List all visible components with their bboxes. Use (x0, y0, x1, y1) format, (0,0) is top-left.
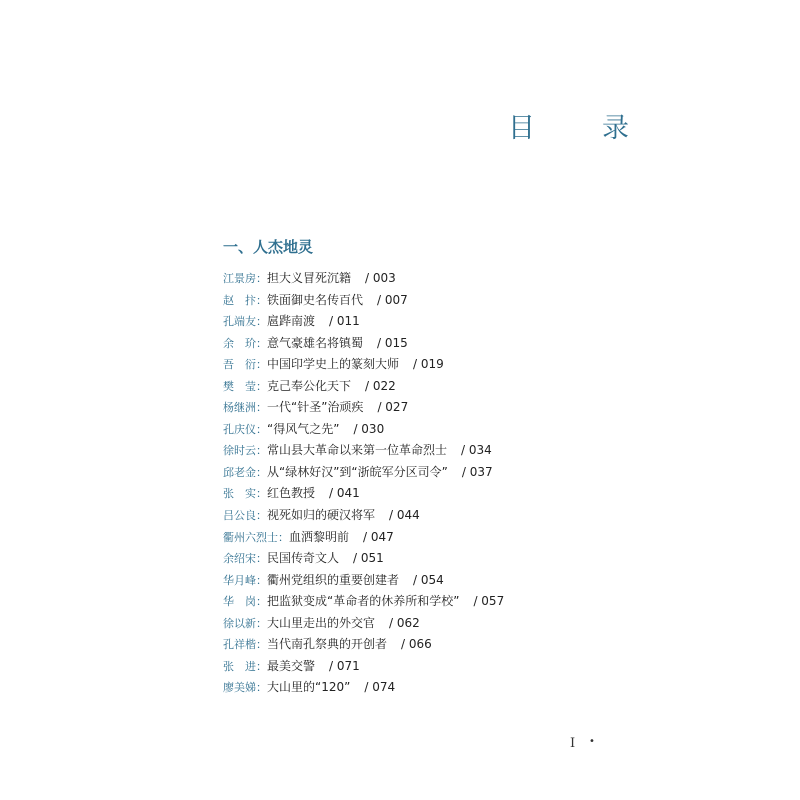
toc-entry-page: / 062 (389, 615, 420, 630)
toc-entry-page: / 071 (329, 658, 360, 673)
toc-entry (223, 268, 504, 290)
toc-entry (223, 613, 504, 635)
toc-entry-title: 大山里的“120” (267, 680, 351, 695)
toc-entry (223, 505, 504, 527)
page-number: I (570, 736, 576, 751)
toc-entry-page: / 041 (329, 486, 360, 501)
toc-entry-page: / 027 (377, 400, 409, 415)
toc-entry-person: 孔端友： (223, 315, 267, 329)
toc-entry-title: 最美交警 (267, 658, 316, 673)
toc-entry-page: / 057 (473, 594, 505, 609)
toc-entry-page: / 007 (377, 292, 408, 307)
toc-entry-page: / 022 (365, 378, 396, 393)
toc-entry-person: 吕公良： (223, 509, 267, 523)
toc-entry-person: 衢州六烈士： (223, 530, 289, 544)
toc-entry-title: 衢州党组织的重要创建者 (267, 572, 400, 587)
toc-entry-page: / 030 (353, 421, 385, 436)
toc-entry-title: 视死如归的硬汉将军 (267, 508, 376, 523)
toc-entry (223, 376, 504, 398)
toc-entry-person: 徐时云： (223, 444, 267, 458)
toc-entry (223, 354, 504, 376)
toc-entry-person: 孔祥楷： (223, 638, 267, 652)
toc-entry (223, 419, 504, 441)
toc-entry-title: 民国传奇文人 (267, 551, 340, 566)
toc-entry-person: 余 玠： (223, 336, 267, 350)
toc-entry (223, 527, 504, 549)
toc-entry-person: 邱老金： (223, 465, 267, 479)
toc-entry-person: 徐以新： (223, 616, 267, 630)
toc-entry (223, 397, 504, 419)
toc-entry-title: 担大义冒死沉籍 (267, 271, 352, 285)
toc-entry-title: 克己奉公化天下 (267, 378, 352, 393)
toc-entry-person: 廖美娣： (223, 681, 267, 695)
toc-entry (223, 634, 504, 656)
toc-entry-person: 张 实： (223, 487, 267, 501)
toc-entry (223, 440, 504, 462)
toc-entry (223, 677, 504, 699)
toc-entry-title: 扈跸南渡 (267, 314, 316, 329)
toc-entry-page: / 047 (363, 529, 394, 544)
toc-entry-page: / 054 (413, 572, 444, 587)
toc-entry-page: / 037 (461, 464, 493, 479)
section-heading: 一、人杰地灵 (223, 238, 314, 256)
toc-entry-page: / 034 (461, 443, 492, 458)
toc-entry-page: / 066 (401, 637, 432, 652)
toc-entry-title: 一代“针圣”治顽疾 (267, 400, 364, 415)
toc-entry (223, 290, 504, 312)
toc-entry-title: 血洒黎明前 (289, 529, 350, 544)
toc-entry-person: 华 岗： (223, 595, 267, 609)
table-of-contents (223, 268, 504, 699)
toc-entry-title: 从“绿林好汉”到“浙皖军分区司令” (267, 464, 448, 479)
toc-entry-person: 杨继洲： (223, 401, 267, 415)
toc-entry-title: “得风气之先” (267, 421, 340, 436)
toc-entry-person: 吾 衍： (223, 358, 267, 372)
toc-entry (223, 333, 504, 355)
toc-entry-person: 赵 抃： (223, 293, 267, 307)
toc-entry-title: 把监狱变成“革命者的休养所和学校” (267, 594, 460, 609)
toc-entry-page: / 003 (365, 271, 396, 285)
toc-entry (223, 548, 504, 570)
toc-entry (223, 656, 504, 678)
page-title: 目 录 (508, 113, 649, 144)
toc-entry-page: / 074 (364, 680, 396, 695)
toc-entry-page: / 019 (413, 357, 444, 372)
toc-entry-title: 大山里走出的外交官 (267, 615, 376, 630)
toc-entry-person: 江景房： (223, 272, 267, 285)
toc-entry-title: 常山县大革命以来第一位革命烈士 (267, 443, 448, 458)
toc-entry-page: / 015 (377, 335, 408, 350)
toc-entry-page: / 044 (389, 508, 420, 523)
toc-entry-title: 当代南孔祭典的开创者 (267, 637, 388, 652)
toc-entry-person: 孔庆仪： (223, 422, 267, 436)
toc-entry-person: 张 进： (223, 659, 267, 673)
toc-entry (223, 483, 504, 505)
toc-entry (223, 311, 504, 333)
toc-entry (223, 570, 504, 592)
toc-entry-person: 余绍宋： (223, 552, 267, 566)
toc-entry-title: 红色教授 (267, 486, 316, 501)
toc-entry-page: / 051 (353, 551, 384, 566)
toc-entry-person: 华月峰： (223, 573, 267, 587)
toc-entry-person: 樊 莹： (223, 379, 267, 393)
toc-entry (223, 591, 504, 613)
toc-entry-title: 中国印学史上的篆刻大师 (267, 357, 400, 372)
toc-entry-page: / 011 (329, 314, 360, 329)
page-number-dot: • (589, 736, 595, 747)
toc-entry-title: 铁面御史名传百代 (267, 292, 364, 307)
toc-entry (223, 462, 504, 484)
toc-entry-title: 意气豪雄名将镇蜀 (267, 335, 364, 350)
